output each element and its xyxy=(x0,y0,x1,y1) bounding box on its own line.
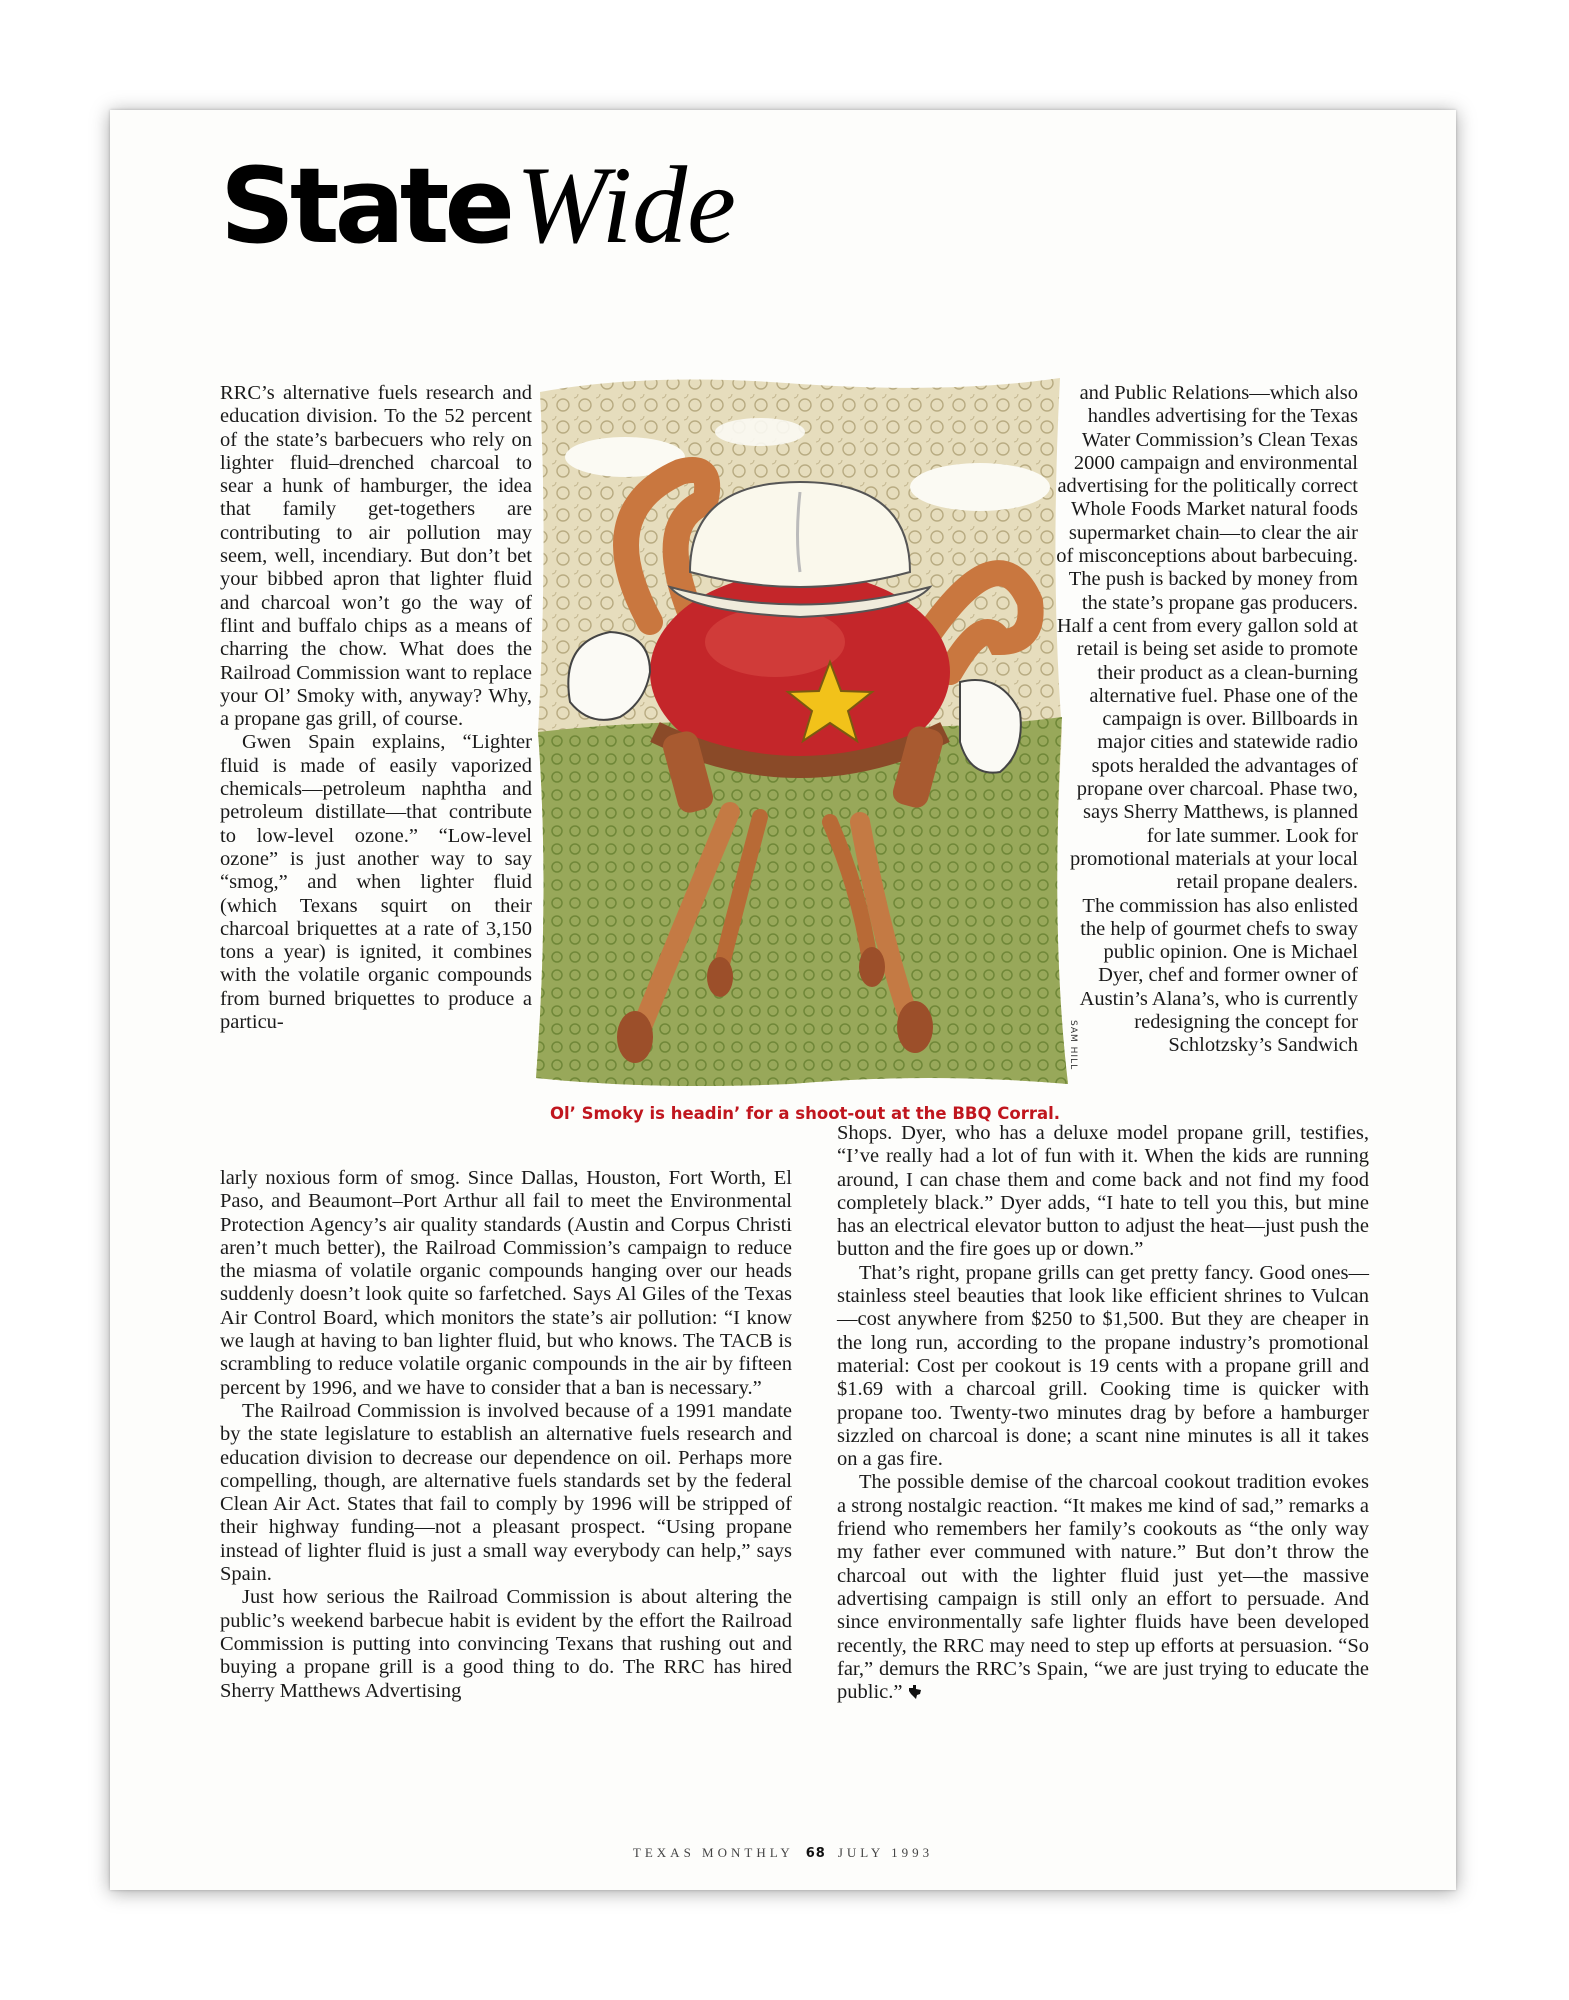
article-column-3-top xyxy=(1056,382,1358,1058)
article-column-1-top xyxy=(220,382,532,1034)
magazine-page xyxy=(110,110,1456,1890)
footer-page-number: 68 xyxy=(805,1846,826,1861)
paragraph: Shops. Dyer, who has a deluxe model propane grill, testifies, “I’ve really had a lot of fun with it. When the kids are running around, I can chase them and come back and not find my food completely black.” Dyer adds, “I hate to tell you this, but mine has an electrical elevator button to adjust the heat—just push the button and the fire goes up or down.” xyxy=(837,1122,1369,1261)
paragraph: The commission has also enlisted the help of gourmet chefs to sway public opinion. One is Michael Dyer, chef and former owner of Austin’s Alana’s, who is currently redesigning the concept for Schlotzsky’s Sandwich xyxy=(1079,894,1358,1057)
footer-publication: TEXAS MONTHLY xyxy=(632,1845,794,1860)
article-column-1-bottom xyxy=(220,1167,792,1703)
illustration-caption: Ol’ Smoky is headin’ for a shoot-out at the BBQ Corral. xyxy=(549,1104,1061,1123)
illustration-credit: SAM HILL xyxy=(1068,1020,1078,1071)
footer-date: JULY 1993 xyxy=(837,1845,934,1860)
paragraph: larly noxious form of smog. Since Dallas, Houston, Fort Worth, El Paso, and Beaumont–Port Arthur all fail to meet the Environmental Protection Agency’s air quality standards (Austin and Corpus Christi aren’t much better), the Railroad Commission’s campaign to reduce the miasma of volatile organic compounds hanging over our heads suddenly doesn’t look quite so farfetched. Says Al Giles of the Texas Air Control Board, which monitors the state’s air pollution: “I know we laugh at having to ban lighter fluid, but who knows. The TACB is scrambling to reduce volatile organic compounds in the air by fifteen percent by 1996, and we have to consider that a ban is necessary.” xyxy=(220,1167,792,1399)
article-column-2-bottom xyxy=(837,1122,1369,1704)
paragraph: That’s right, propane grills can get pretty fancy. Good ones—stainless steel beauties that look like efficient shrines to Vulcan—cost anywhere from $250 to $1,500. But they are cheaper in the long run, according to the propane industry’s promotional material: Cost per cookout is 19 cents with a propane grill and $1.69 with a charcoal grill. Cooking time is quicker with propane too. Twenty-two minutes drag by before a hamburger sizzled on charcoal is done; a scant nine minutes is all it takes on a gas fire. xyxy=(837,1261,1369,1471)
masthead-bold: State xyxy=(220,145,511,267)
paragraph: RRC’s alternative fuels research and education division. To the 52 percent of the state’s barbecuers who rely on lighter fluid–drenched charcoal to sear a hunk of hamburger, the idea that family get-togethers are contributing to air pollution may seem, well, incendiary. But don’t bet your bibbed apron that lighter fluid and charcoal won’t go the way of flint and buffalo chips as a means of charring the chow. What does the Railroad Commission want to replace your Ol’ Smoky with, anyway? Why, a propane gas grill, of course. xyxy=(220,382,532,731)
grill-illustration xyxy=(530,372,1070,1092)
section-masthead xyxy=(220,144,736,267)
final-text: The possible demise of the charcoal cookout tradition evokes a strong nostalgic reaction. “It makes me kind of sad,” remarks a friend who remembers her family’s cookouts as “the only way my father ever communed with nature.” But don’t throw the charcoal out with the lighter fluid just yet—the massive advertising campaign is still only an effort to persuade. And since environmentally safe lighter fluids have been developed recently, the RRC may need to step up efforts at persuasion. “So far,” demurs the RRC’s Spain, “we are just trying to educate the public.” xyxy=(837,1471,1369,1704)
paragraph: The Railroad Commission is involved because of a 1991 mandate by the state legislature to establish an alternative fuels research and education division to decrease our dependence on oil. Perhaps more compelling, though, are alternative fuels standards set by the federal Clean Air Act. States that fail to comply by 1996 will be stripped of their highway funding—not a pleasant prospect. “Using propane instead of lighter fluid is just a small way everybody can help,” says Spain. xyxy=(220,1399,792,1586)
texas-end-mark-icon xyxy=(908,1685,922,1699)
masthead-italic: Wide xyxy=(516,144,736,266)
paragraph: Gwen Spain explains, “Lighter fluid is made of easily vaporized chemicals—petroleum naphtha and petroleum distillate—that contribute to low-level ozone.” “Low-level ozone” is just another way to say “smog,” and when lighter fluid (which Texans squirt on their charcoal briquettes at a rate of 3,150 tons a year) is ignited, it combines with the volatile organic compounds from burned briquettes to produce a particu- xyxy=(220,731,532,1034)
paragraph: and Public Relations—which also handles advertising for the Texas Water Commission’s Clean Texas 2000 campaign and environmental advertising for the politically correct Whole Foods Market natural foods supermarket chain—to clear the air of misconceptions about barbecuing. The push is backed by money from the state’s propane gas producers. Half a cent from every gallon sold at retail is being set aside to promote their product as a clean-burning alternative fuel. Phase one of the campaign is over. Billboards in major cities and statewide radio spots heralded the advantages of propane over charcoal. Phase two, says Sherry Matthews, is planned for late summer. Look for promotional materials at your local retail propane dealers. xyxy=(1056,382,1358,894)
paragraph: Just how serious the Railroad Commission is about altering the public’s weekend barbecue habit is evident by the effort the Railroad Commission is putting into convincing Texans that rushing out and buying a propane grill is a good thing to do. The RRC has hired Sherry Matthews Advertising xyxy=(220,1586,792,1702)
paragraph-final xyxy=(837,1471,1369,1704)
page-footer xyxy=(110,1845,1456,1861)
